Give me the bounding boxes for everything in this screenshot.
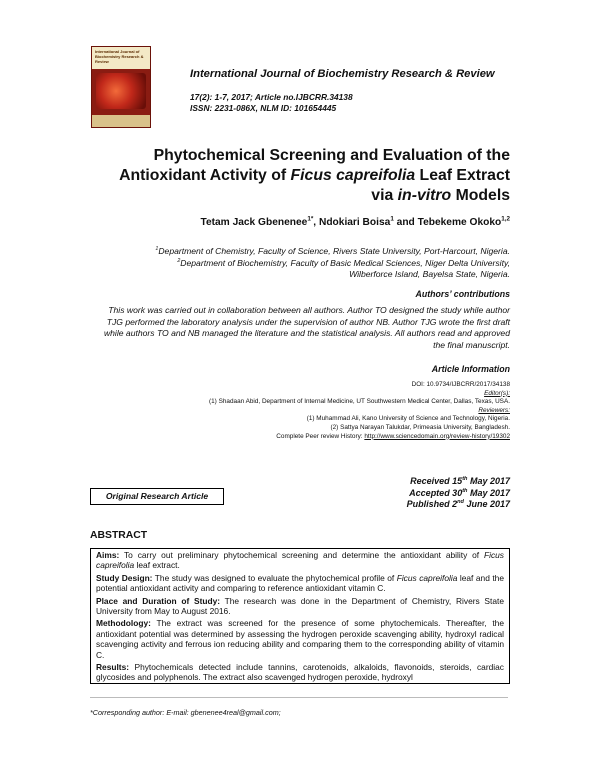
paper-title — [90, 146, 510, 206]
date-ordinal: th — [462, 487, 468, 494]
footnote-divider — [90, 697, 508, 698]
abstract-design — [91, 572, 509, 595]
author-1: Tetam Jack Gbenenee — [200, 217, 308, 228]
date-text: June 2017 — [463, 499, 510, 509]
title-text: Models — [451, 187, 510, 204]
date-text: Accepted 30 — [409, 487, 463, 498]
reviewers-label: Reviewers: — [478, 406, 510, 414]
abstract-results — [91, 661, 509, 684]
author-separator: , — [313, 217, 319, 228]
article-type-badge: Original Research Article — [90, 488, 224, 505]
editors-label: Editor(s): — [484, 389, 510, 397]
title-text: via — [371, 187, 398, 204]
review-history-link[interactable]: http://www.sciencedomain.org/review-history/19302 — [364, 432, 510, 440]
date-text: Received 15 — [410, 476, 463, 486]
article-info-heading: Article Information — [431, 364, 510, 374]
abstract-text: The research was done in the Department of Chemistry, Rivers State University from May to August 2016. — [96, 595, 504, 617]
cover-title: International Journal of Biochemistry Research & Review — [95, 49, 144, 64]
abstract-text: The extract was screened for the presence of some phytochemicals. Thereafter, the antioxidant potential was determined by assessing the hydrogen peroxide scavenging ability, hydroxyl radical scavenging activity and ferrous ion reducing ability and comparing them to the corresponding ability of vitamin C. — [96, 618, 504, 660]
affiliation-2-cont: Wilberforce Island, Bayelsa State, Nigeria. — [349, 269, 510, 279]
doi: DOI: 10.9734/IJBCRR/2017/34138 — [411, 381, 510, 388]
corresponding-author-footnote: *Corresponding author: E-mail: gbenenee4real@gmail.com; — [90, 708, 281, 717]
author-2-affil: 1 — [390, 215, 394, 223]
author-1-affil: 1* — [307, 215, 314, 223]
contributions-text: This work was carried out in collaboration between all authors. Author TO designed the study while author TJG performed the laboratory analysis under the supervision of author NB. Author TJG wrote the first draft while authors TO and NB managed the literature and the statistical analysis. All authors read and approved the final manuscript. — [103, 305, 510, 350]
cover-illustration — [96, 73, 146, 109]
species-name: Ficus capreifolia — [96, 550, 504, 571]
reviewer-1: (1) Muhammad Ali, Kano University of Science and Technology, Nigeria. — [306, 415, 510, 423]
date-text: May 2017 — [467, 476, 510, 486]
title-line-2 — [90, 166, 510, 186]
journal-name: International Journal of Biochemistry Research & Review — [190, 68, 495, 80]
affiliations — [90, 246, 510, 281]
abstract-label: Methodology: — [96, 618, 151, 629]
affiliation-2 — [90, 258, 510, 270]
journal-cover-image — [91, 46, 151, 128]
author-separator: and — [393, 217, 418, 228]
affiliation-1 — [90, 246, 510, 258]
author-3: Tebekeme Okoko — [417, 217, 502, 228]
review-history-label: Complete Peer review History: — [276, 432, 365, 440]
affiliation-marker: 2 — [177, 257, 181, 264]
abstract-text: The study was designed to evaluate the phytochemical profile of — [152, 572, 397, 583]
accepted-date — [210, 488, 510, 500]
cover-title-band — [92, 47, 150, 69]
abstract-text: Phytochemicals detected include tannins, carotenoids, alkaloids, flavonoids, steroids, cardiac glycosides and polyphenols. The extract also scavenged hydrogen peroxide, hydroxyl — [96, 662, 504, 683]
species-name: Ficus capreifolia — [396, 572, 458, 583]
abstract-label: Place and Duration of Study: — [96, 595, 221, 606]
abstract-place — [91, 595, 509, 618]
date-text: Published 2 — [406, 499, 458, 509]
abstract-text: To carry out preliminary phytochemical screening and determine the antioxidant ability of — [119, 550, 484, 560]
publication-dates — [210, 476, 510, 511]
date-ordinal: nd — [457, 499, 464, 505]
author-list — [90, 217, 510, 228]
abstract-methodology — [91, 617, 509, 661]
abstract-text: leaf extract. — [134, 560, 180, 571]
reviewer-2: (2) Sattya Narayan Talukdar, Primeasia University, Bangladesh. — [330, 423, 510, 431]
received-date — [210, 476, 510, 488]
author-2: Ndokiari Boisa — [318, 217, 391, 228]
in-vitro-term: in-vitro — [397, 187, 452, 204]
review-history — [80, 433, 510, 442]
contributions-heading: Authors’ contributions — [415, 289, 510, 299]
title-line-1: Phytochemical Screening and Evaluation of the — [153, 147, 510, 164]
abstract-label: Aims: — [96, 550, 120, 560]
editor-1: (1) Shadaan Abid, Department of Internal Medicine, UT Southwestern Medical Center, Dallas, Texas, USA. — [209, 398, 510, 406]
article-info — [80, 381, 510, 441]
title-line-3 — [90, 186, 510, 206]
author-3-affil: 1,2 — [501, 215, 510, 223]
title-text: Leaf Extract — [415, 167, 510, 184]
cover-footer — [92, 115, 150, 127]
abstract-box — [90, 548, 510, 684]
abstract-text: leaf and the potential antioxidant activity and comparing to reference antioxidant vitamin C. — [96, 572, 504, 594]
abstract-aims — [91, 549, 509, 572]
date-ordinal: th — [462, 476, 468, 482]
affiliation-text: Department of Chemistry, Faculty of Science, Rivers State University, Port-Harcourt, Nigeria. — [158, 246, 510, 256]
title-text: Antioxidant Activity of — [119, 167, 291, 184]
citation-line: 17(2): 1-7, 2017; Article no.IJBCRR.34138 — [190, 92, 353, 102]
abstract-heading: ABSTRACT — [90, 530, 148, 541]
published-date — [210, 499, 510, 511]
abstract-label: Study Design: — [96, 572, 153, 583]
affiliation-text: Department of Biochemistry, Faculty of Basic Medical Sciences, Niger Delta University, — [180, 257, 510, 268]
species-name: Ficus capreifolia — [290, 167, 416, 184]
affiliation-marker: 1 — [155, 246, 159, 253]
issn-line: ISSN: 2231-086X, NLM ID: 101654445 — [190, 103, 337, 113]
abstract-label: Results: — [96, 662, 130, 673]
date-text: May 2017 — [467, 487, 510, 498]
